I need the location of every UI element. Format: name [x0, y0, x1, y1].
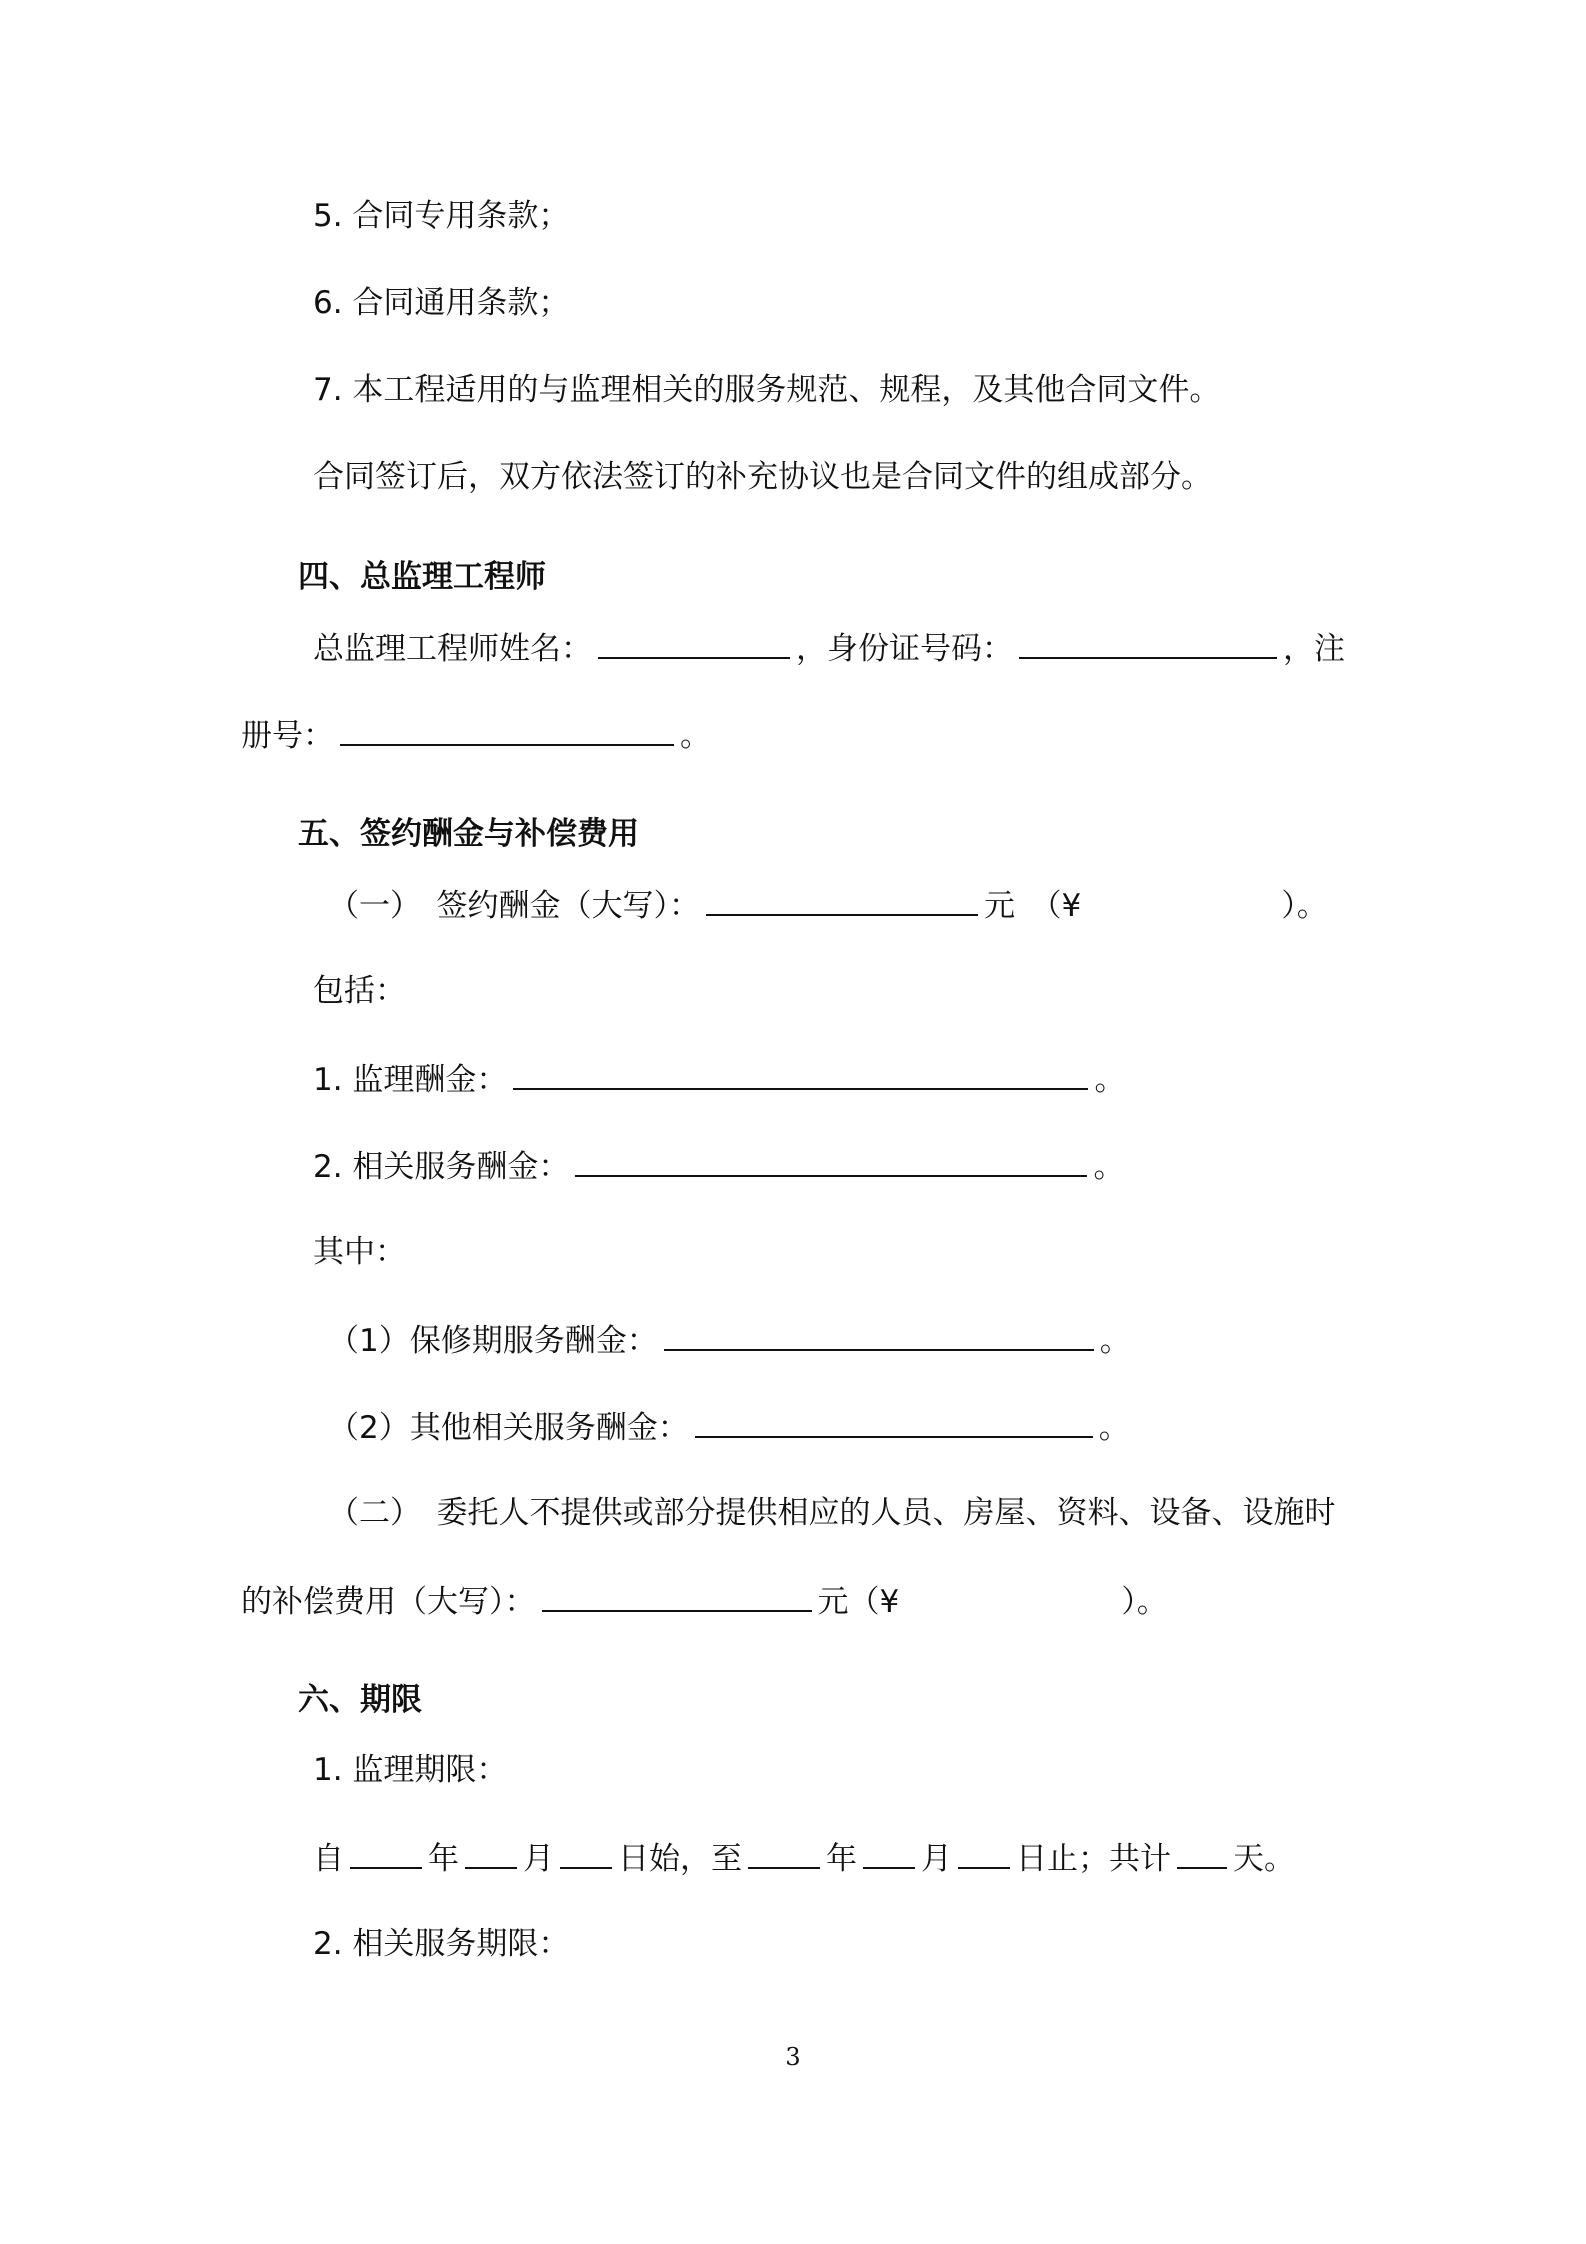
fee-amount-field[interactable]	[706, 884, 978, 916]
service-term-label: 2. 相关服务期限：	[313, 1926, 570, 1962]
include-label: 包括：	[313, 973, 406, 1009]
item-6: 6. 合同通用条款；	[313, 285, 570, 321]
compensation-amount-field[interactable]	[542, 1580, 812, 1612]
section-4-heading: 四、总监理工程师	[298, 559, 546, 595]
other-fee-field[interactable]	[695, 1406, 1093, 1438]
section-6-heading: 六、期限	[298, 1682, 422, 1718]
start-month-field[interactable]	[465, 1837, 517, 1869]
start-year-field[interactable]	[350, 1837, 422, 1869]
end-month-field[interactable]	[863, 1837, 915, 1869]
id-label: ，身份证号码：	[796, 631, 1013, 667]
start-day-field[interactable]	[560, 1837, 612, 1869]
other-fee-line: （2）其他相关服务酬金： 。	[328, 1406, 1130, 1446]
reg-label: 册号：	[241, 718, 334, 754]
chief-engineer-line	[313, 627, 1345, 667]
compensation-line-1: （二） 委托人不提供或部分提供相应的人员、房屋、资料、设备、设施时	[328, 1495, 1336, 1531]
registration-field[interactable]	[340, 714, 674, 746]
page-number: 3	[785, 2043, 801, 2071]
item-5: 5. 合同专用条款；	[313, 198, 570, 234]
term-dates-line: 自 年 月 日始，至 年 月 日止；共计 天。	[313, 1837, 1295, 1877]
contract-fee-line: （一） 签约酬金（大写）： 元 （¥ ）。	[328, 884, 1328, 924]
warranty-fee-line: （1）保修期服务酬金： 。	[328, 1319, 1131, 1359]
item-7: 7. 本工程适用的与监理相关的服务规范、规程，及其他合同文件。	[313, 372, 1221, 408]
compensation-line-2: 的补偿费用（大写）： 元（¥ ）。	[241, 1580, 1168, 1620]
name-label: 总监理工程师姓名：	[313, 631, 592, 667]
total-days-field[interactable]	[1177, 1837, 1227, 1869]
end-year-field[interactable]	[748, 1837, 820, 1869]
supervision-fee-field[interactable]	[513, 1058, 1088, 1090]
service-fee-line: 2. 相关服务酬金： 。	[313, 1145, 1124, 1185]
end-day-field[interactable]	[958, 1837, 1010, 1869]
registration-line: 册号： 。	[241, 714, 711, 754]
id-number-field[interactable]	[1019, 627, 1277, 659]
reg-prefix: ，注	[1283, 631, 1345, 667]
among-label: 其中：	[313, 1234, 406, 1270]
name-field[interactable]	[598, 627, 790, 659]
service-fee-field[interactable]	[575, 1145, 1087, 1177]
fee-label: （一） 签约酬金（大写）：	[328, 888, 700, 924]
supervision-fee-line: 1. 监理酬金： 。	[313, 1058, 1125, 1098]
warranty-fee-field[interactable]	[664, 1319, 1094, 1351]
supervision-term-label: 1. 监理期限：	[313, 1752, 508, 1788]
supplement-text: 合同签订后，双方依法签订的补充协议也是合同文件的组成部分。	[313, 459, 1212, 495]
section-5-heading: 五、签约酬金与补偿费用	[298, 816, 639, 852]
